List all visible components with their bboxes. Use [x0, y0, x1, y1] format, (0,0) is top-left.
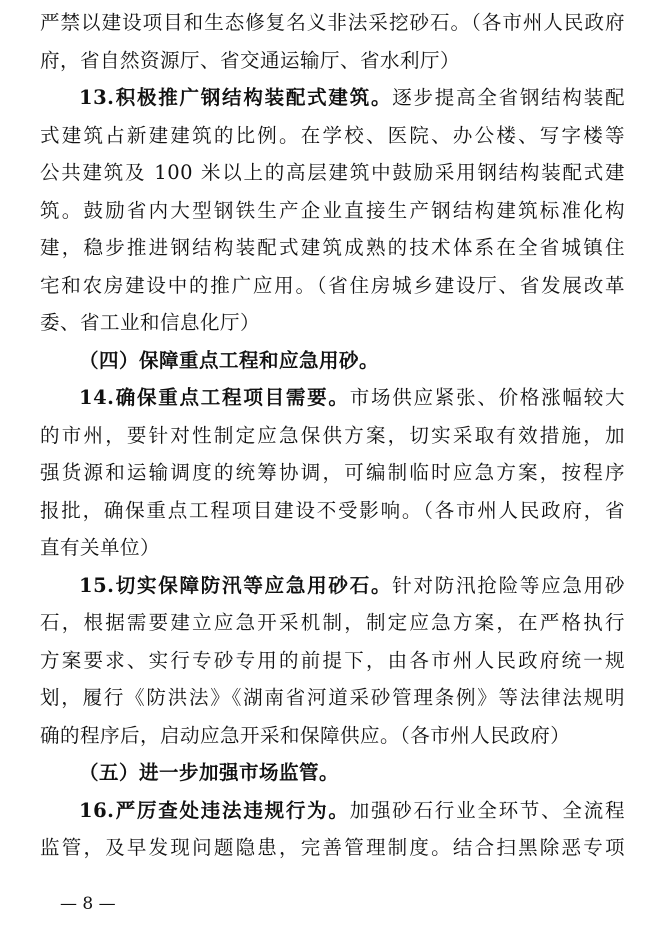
text-line — [40, 42, 625, 80]
line-text: 严禁以建设项目和生态修复名义非法采挖砂石。（各市州人民政府 — [40, 11, 625, 34]
item-heading-line — [79, 79, 625, 117]
text-line — [40, 229, 625, 267]
text-line — [40, 154, 625, 192]
text-line — [40, 417, 625, 455]
line-text: 府，省自然资源厅、省交通运输厅、省水利厅） — [40, 48, 461, 72]
line-text: 监管，及早发现问题隐患，完善管理制度。结合扫黑除恶专项 — [40, 836, 625, 859]
line-text: 确的程序后，启动应急开采和保障供应。（各市州人民政府） — [40, 723, 571, 747]
section-heading — [79, 754, 625, 792]
item-title: 13.积极推广钢结构装配式建筑。 — [79, 86, 393, 109]
text-line — [40, 192, 625, 230]
line-text: 市场供应紧张、价格涨幅较大 — [349, 386, 625, 409]
line-text: 报批，确保重点工程项目建设不受影响。（各市州人民政府，省 — [40, 498, 625, 522]
text-line — [40, 454, 625, 492]
item-title: 16.严厉查处违法违规行为。 — [79, 798, 350, 822]
line-text: 筑。鼓励省内大型钢铁生产企业直接生产钢结构建筑标准化构 — [40, 198, 625, 222]
item-title: 15.切实保障防汛等应急用砂石。 — [79, 573, 393, 597]
text-line — [40, 304, 625, 342]
text-line — [40, 492, 625, 530]
line-text: 公共建筑及 100 米以上的高层建筑中鼓励采用钢结构装配式建 — [40, 161, 625, 184]
text-line — [40, 604, 625, 642]
line-text: 委、省工业和信息化厅） — [40, 311, 261, 334]
line-text: 强货源和运输调度的统筹协调，可编制临时应急方案，按程序 — [40, 461, 625, 484]
line-text: 的市州，要针对性制定应急保供方案，切实采取有效措施，加 — [40, 423, 625, 447]
item-title: 14.确保重点工程项目需要。 — [79, 386, 350, 409]
line-text: 针对防汛抢险等应急用砂 — [392, 573, 625, 597]
line-text: 石，根据需要建立应急开采机制，制定应急方案，在严格执行 — [40, 611, 625, 634]
section-heading — [79, 342, 625, 380]
line-text: 逐步提高全省钢结构装配 — [392, 86, 625, 109]
line-text: 加强砂石行业全环节、全流程 — [349, 798, 625, 822]
line-text: 方案要求、实行专砂专用的前提下，由各市州人民政府统一规 — [40, 648, 625, 672]
line-text: 式建筑占新建建筑的比例。在学校、医院、办公楼、写字楼等 — [40, 123, 625, 147]
line-text: 划，履行《防洪法》《湖南省河道采砂管理条例》等法律法规明 — [40, 686, 625, 709]
line-text: 宅和农房建设中的推广应用。（省住房城乡建设厅、省发展改革 — [40, 273, 625, 297]
text-line — [40, 642, 625, 680]
line-text: （五）进一步加强市场监管。 — [79, 761, 340, 784]
item-heading-line — [79, 379, 625, 417]
text-line — [40, 717, 625, 755]
text-line — [40, 529, 625, 567]
item-heading-line — [79, 567, 625, 605]
page-number: — 8 — — [60, 894, 116, 914]
text-line — [40, 267, 625, 305]
text-line — [40, 829, 625, 867]
line-text: 直有关单位） — [40, 536, 161, 559]
item-heading-line — [79, 792, 625, 830]
line-text: （四）保障重点工程和应急用砂。 — [79, 348, 380, 372]
line-text: 建，稳步推进钢结构装配式建筑成熟的技术体系在全省城镇住 — [40, 236, 625, 259]
text-line — [40, 4, 625, 42]
text-line — [40, 679, 625, 717]
text-line — [40, 117, 625, 155]
